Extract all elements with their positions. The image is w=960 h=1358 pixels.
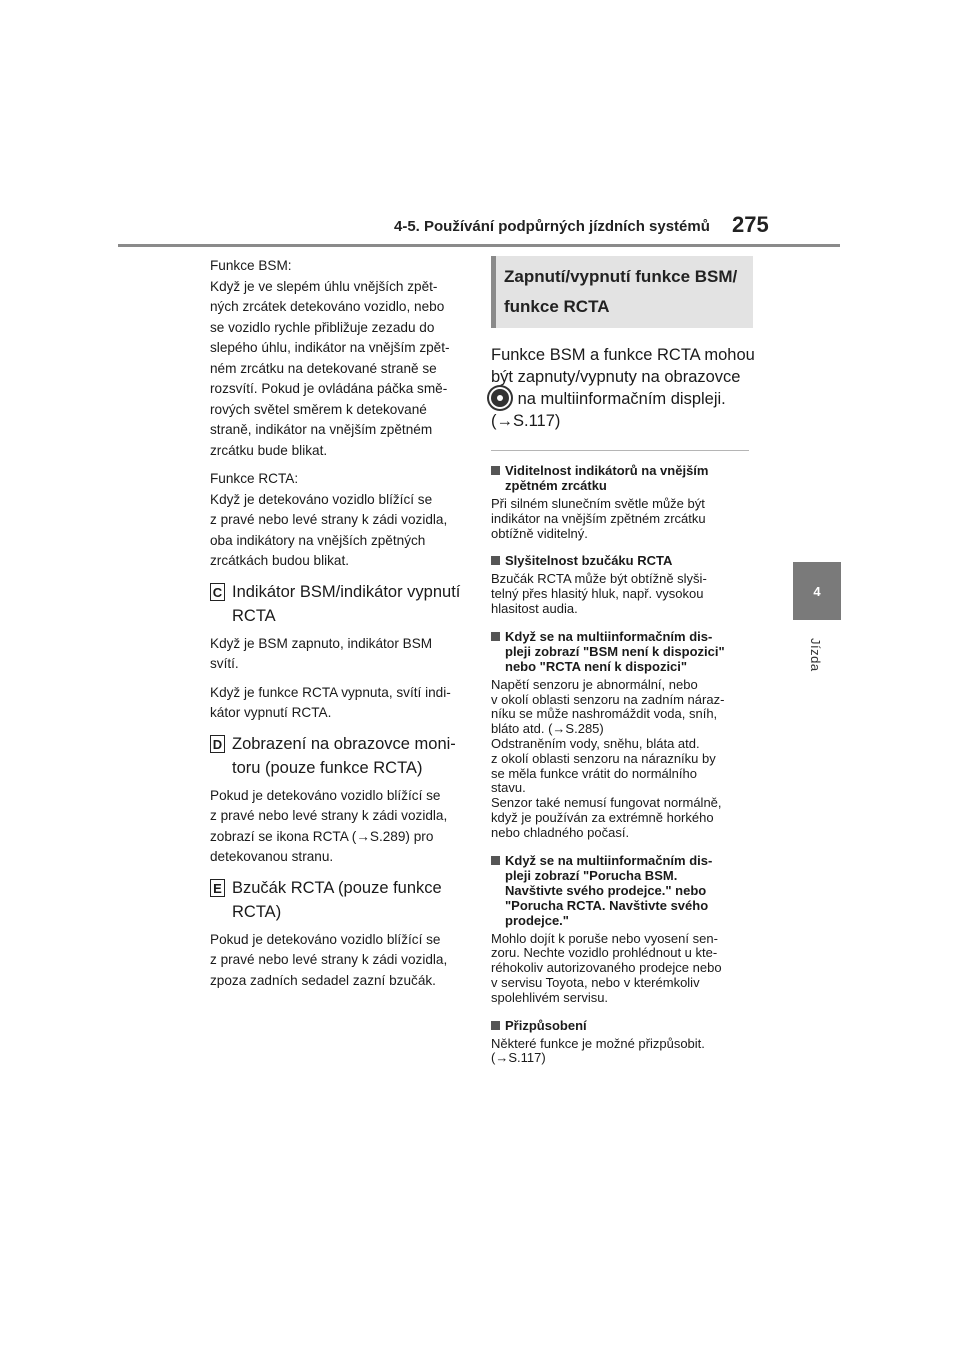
square-bullet-icon: [491, 556, 500, 565]
item-c-paragraph-2: Když je funkce RCTA vypnuta, svítí indi- kátor vypnutí RCTA.: [210, 684, 451, 720]
note-malfunction-message: Když se na multiinformačním dis- pleji zobrazí "Porucha BSM. Navštivte svého prodejce." nebo "Porucha RCTA. Navštivte svého prodejce." Mohlo dojít k poruše nebo vyosení sen- zoru. Nechte vozidlo prohlédnout u kte- réhokoliv autorizovaného prodejce nebo v servisu Toyota, nebo v kterémkoliv spolehlivém servisu.: [491, 852, 722, 1005]
item-c-paragraph-1: Když je BSM zapnuto, indikátor BSM svítí.: [210, 635, 433, 671]
gear-icon: [491, 389, 509, 407]
rcta-paragraph: Funkce RCTA: Když je detekováno vozidlo blížící se z pravé nebo levé strany k zádi vozidla, oba indikátory na vnějších zpětných zrcátkách budou blikat.: [210, 471, 448, 568]
square-bullet-icon: [491, 856, 500, 865]
right-column: [491, 256, 753, 1078]
item-e-letter: E: [210, 879, 225, 897]
item-c-heading: C Indikátor BSM/indikátor vypnutí RCTA: [210, 580, 470, 628]
chapter-tab: 4: [793, 562, 841, 620]
notes-divider: [491, 450, 749, 451]
note-not-available-message: Když se na multiinformačním dis- pleji zobrazí "BSM není k dispozici" nebo "RCTA není k dispozici" Napětí senzoru je abnormální, nebo v okolí oblasti senzoru na zadním náraz- níku se může nashromáždit voda, sníh, bláto atd. (→S.285) Odstraněním vody, sněhu, bláta atd. z okolí oblasti senzoru na nárazníku by se měla funkce vrátit do normálního stavu. Senzor také nemusí fungovat normálně, když je používán za extrémně horkého nebo chladného počasí.: [491, 628, 725, 840]
square-bullet-icon: [491, 466, 500, 475]
note-buzzer-audibility: Slyšitelnost bzučáku RCTA Bzučák RCTA může být obtížně slyši- telný přes hlasitý hluk, např. vysokou hlasitost audia.: [491, 553, 707, 616]
item-c-letter: C: [210, 583, 225, 601]
bsm-paragraph: Funkce BSM: Když je ve slepém úhlu vnějších zpět- ných zrcátek detekováno vozidlo, nebo se vozidlo rychle přibližuje zezadu do slepého úhlu, indikátor na vnějším zpět- ném zrcátku na detekované straně se rozsvítí. Pokud je ovládána páčka smě- rových světel směrem k detekované straně, indikátor na vnějším zpětném zrcátku bude blikat.: [210, 258, 450, 458]
item-d-paragraph: Pokud je detekováno vozidlo blížící se z pravé nebo levé strany k zádi vozidla, zobrazí se ikona RCTA (→S.289) pro detekovanou stranu.: [210, 787, 448, 864]
section-heading-box: Zapnutí/vypnutí funkce BSM/ funkce RCTA: [491, 256, 753, 328]
header-section-title: 4-5. Používání podpůrných jízdních systémů: [394, 218, 710, 235]
item-d-letter: D: [210, 735, 225, 753]
chapter-label: Jízda: [808, 638, 823, 672]
left-column: [210, 256, 470, 999]
page-number: 275: [732, 212, 769, 237]
item-e-paragraph: Pokud je detekováno vozidlo blížící se z pravé nebo levé strany k zádi vozidla, zpoza zadních sedadel zazní bzučák.: [210, 931, 448, 988]
note-customization: Přizpůsobení Některé funkce je možné přizpůsobit. (→S.117): [491, 1017, 705, 1066]
square-bullet-icon: [491, 1021, 500, 1030]
note-indicator-visibility: Viditelnost indikátorů na vnějším zpětném zrcátku Při silném slunečním světle může být indikátor na vnějším zpětném zrcátku obtížně viditelný.: [491, 463, 709, 541]
header-divider: [118, 244, 840, 247]
square-bullet-icon: [491, 632, 500, 641]
item-e-heading: E Bzučák RCTA (pouze funkce RCTA): [210, 876, 470, 924]
intro-paragraph: Funkce BSM a funkce RCTA mohou být zapnuty/vypnuty na obrazovce na multiinformačním displeji. (→S.117): [491, 346, 755, 430]
item-d-heading: D Zobrazení na obrazovce moni- toru (pouze funkce RCTA): [210, 732, 470, 780]
